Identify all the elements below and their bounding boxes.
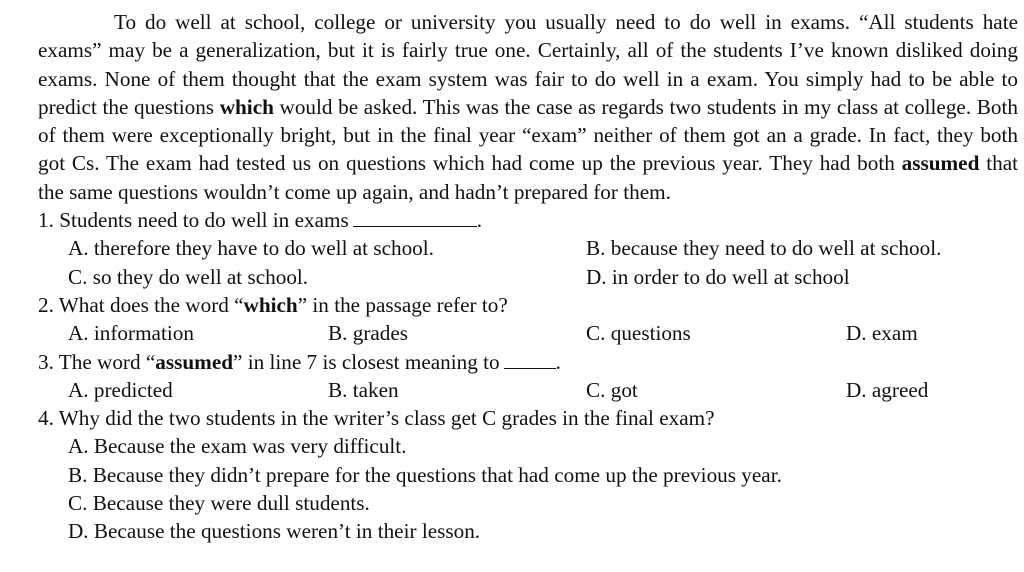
question-3-option-c: C. got <box>586 377 638 402</box>
question-3-stem-post: ” in line 7 is closest meaning to <box>233 349 500 374</box>
question-4-stem: 4. Why did the two students in the writer’s class get C grades in the final exam? <box>38 406 715 431</box>
question-1-stem <box>38 206 1020 234</box>
reading-passage <box>38 8 1020 206</box>
question-1-options-row-2 <box>38 263 1020 291</box>
question-2-options <box>38 319 1020 347</box>
question-2-stem-post: ” in the passage refer to? <box>297 292 508 317</box>
question-4-option-c: C. Because they were dull students. <box>68 491 370 516</box>
question-1-option-c: C. so they do well at school. <box>68 264 309 289</box>
passage-text-part-2: would be asked. This was the case as regards two students in my class at college. Both of them were exceptionally bright, but in the final year “exam” neither of them got an a grade. In fact, they both got Cs. The exam had tested us on questions which had come up the previous year. They had both <box>38 94 1018 176</box>
question-3-stem <box>38 348 1020 376</box>
question-3-option-a: A. predicted <box>68 377 173 402</box>
question-2-stem-pre: 2. What does the word “ <box>38 292 244 317</box>
question-2-option-b: B. grades <box>328 321 409 346</box>
question-3-stem-bold: assumed <box>155 349 234 374</box>
question-3-option-b: B. taken <box>328 377 399 402</box>
question-3-options <box>38 376 1020 404</box>
question-2-stem-bold: which <box>243 292 298 317</box>
question-1-stem-end: . <box>476 208 483 233</box>
question-3-option-d: D. agreed <box>846 377 929 402</box>
question-1-stem-text: 1. Students need to do well in exams <box>38 208 349 233</box>
passage-text-part-3: that the same questions wouldn’t come up again, and hadn’t prepared for them. <box>38 151 1018 204</box>
question-3 <box>38 348 1020 405</box>
question-2-option-c: C. questions <box>586 321 691 346</box>
passage-bold-which: which <box>219 94 274 119</box>
passage-text-part-1: To do well at school, college or university you usually need to do well in exams. “All students hate exams” may be a generalization, but it is fairly true one. Certainly, all of the students I’ve known disliked doing exams. None of them thought that the exam system was fair to do well in a exam. You simply had to be able to predict the questions <box>38 10 1018 119</box>
question-1-options-row-1 <box>38 234 1020 262</box>
question-4-option-a: A. Because the exam was very difficult. <box>68 434 407 459</box>
passage-bold-assumed: assumed <box>901 151 980 176</box>
question-2-option-a: A. information <box>68 321 194 346</box>
question-4-option-d: D. Because the questions weren’t in their lesson. <box>68 519 481 544</box>
answer-blank <box>504 350 556 369</box>
question-2-option-d: D. exam <box>846 321 918 346</box>
question-3-stem-pre: 3. The word “ <box>38 349 156 374</box>
question-2 <box>38 291 1020 348</box>
question-4 <box>38 404 1020 545</box>
question-3-stem-end: . <box>555 349 561 374</box>
question-1 <box>38 206 1020 291</box>
question-1-option-d: D. in order to do well at school <box>586 264 850 289</box>
answer-blank <box>353 208 477 227</box>
question-2-stem <box>38 291 1020 319</box>
question-1-option-b: B. because they need to do well at school. <box>586 236 942 261</box>
question-4-option-b: B. Because they didn’t prepare for the questions that had come up the previous year. <box>68 462 782 487</box>
question-1-option-a: A. therefore they have to do well at school. <box>68 236 434 261</box>
